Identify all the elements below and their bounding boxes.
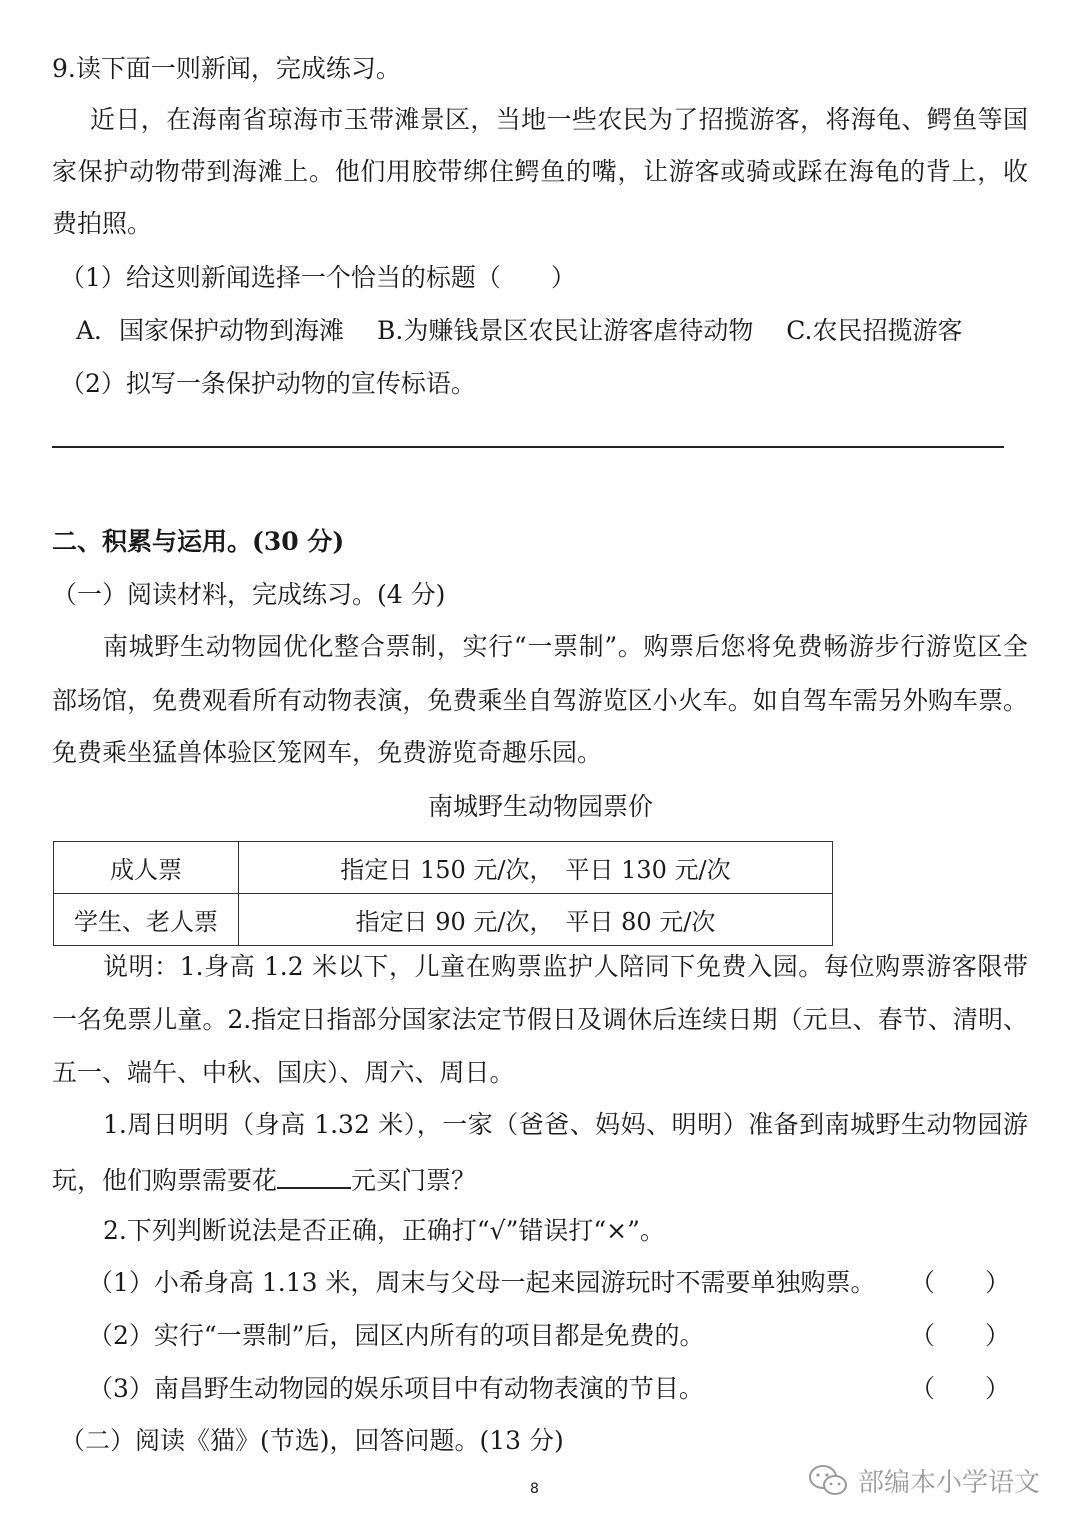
part-1-heading: （一）阅读材料，完成练习。(4 分)	[52, 580, 446, 609]
question-2-title: 2.下列判断说法是否正确，正确打“√”错误打“×”。	[103, 1216, 665, 1245]
answer-line[interactable]	[52, 446, 1004, 448]
news-line-2: 家保护动物带到海滩上。他们用胶带绑住鳄鱼的嘴，让游客或骑或踩在海龟的背上，收	[52, 157, 1028, 186]
question-1-line-2	[52, 1161, 476, 1198]
judgment-2-text: （2）实行“一票制”后，园区内所有的项目都是免费的。	[88, 1321, 705, 1350]
watermark	[808, 1462, 1040, 1499]
judgment-3-text: （3）南昌野生动物园的娱乐项目中有动物表演的节目。	[88, 1374, 704, 1403]
ticket-price-cell: 指定日 150 元/次， 平日 130 元/次	[239, 842, 833, 894]
answer-blank[interactable]	[277, 1161, 351, 1189]
question-9-sub1: （1）给这则新闻选择一个恰当的标题（ ）	[60, 263, 576, 292]
page-number: 8	[530, 1481, 539, 1497]
news-line-3: 费拍照。	[52, 209, 153, 238]
wechat-icon	[808, 1464, 850, 1498]
judgment-3-blank[interactable]: （ ）	[910, 1374, 1011, 1403]
judgment-1-text: （1）小希身高 1.13 米，周末与父母一起来园游玩时不需要单独购票。	[88, 1268, 876, 1297]
notes-line-1: 说明：1.身高 1.2 米以下，儿童在购票监护人陪同下免费入园。每位购票游客限带	[103, 952, 1028, 981]
part-2-heading: （二）阅读《猫》(节选)，回答问题。(13 分)	[60, 1426, 564, 1455]
question-9-options: A．国家保护动物到海滩 B.为赚钱景区农民让游客虐待动物 C.农民招揽游客	[76, 316, 963, 345]
judgment-1-blank[interactable]: （ ）	[910, 1268, 1011, 1297]
section-2-heading: 二、积累与运用。(30 分)	[52, 527, 345, 556]
question-1-line-1: 1.周日明明（身高 1.32 米），一家（爸爸、妈妈、明明）准备到南城野生动物园游	[103, 1110, 1028, 1139]
watermark-text: 部编本小学语文	[858, 1468, 1041, 1498]
ticket-type-cell: 成人票	[54, 842, 239, 894]
question-1-text-after: 元买门票？	[351, 1166, 477, 1195]
ticket-price-table	[53, 841, 833, 946]
material-line-1: 南城野生动物园优化整合票制，实行“一票制”。购票后您将免费畅游步行游览区全	[103, 632, 1028, 661]
question-1-text-before: 玩，他们购票需要花	[52, 1166, 278, 1195]
question-9-sub2: （2）拟写一条保护动物的宣传标语。	[60, 369, 476, 398]
table-row	[54, 894, 833, 946]
notes-line-3: 五一、端午、中秋、国庆）、周六、周日。	[52, 1058, 515, 1087]
table-row	[54, 842, 833, 894]
material-line-2: 部场馆，免费观看所有动物表演，免费乘坐自驾游览区小火车。如自驾车需另外购车票。	[52, 686, 1028, 715]
ticket-price-cell: 指定日 90 元/次， 平日 80 元/次	[239, 894, 833, 946]
ticket-type-cell: 学生、老人票	[54, 894, 239, 946]
question-9-title: 9.读下面一则新闻，完成练习。	[52, 54, 401, 83]
material-line-3: 免费乘坐猛兽体验区笼网车，免费游览奇趣乐园。	[52, 738, 603, 767]
ticket-table-title: 南城野生动物园票价	[428, 792, 654, 821]
news-line-1: 近日，在海南省琼海市玉带滩景区，当地一些农民为了招揽游客，将海龟、鳄鱼等国	[90, 105, 1028, 134]
judgment-2-blank[interactable]: （ ）	[910, 1321, 1011, 1350]
notes-line-2: 一名免票儿童。2.指定日指部分国家法定节假日及调休后连续日期（元旦、春节、清明、	[52, 1005, 1028, 1034]
